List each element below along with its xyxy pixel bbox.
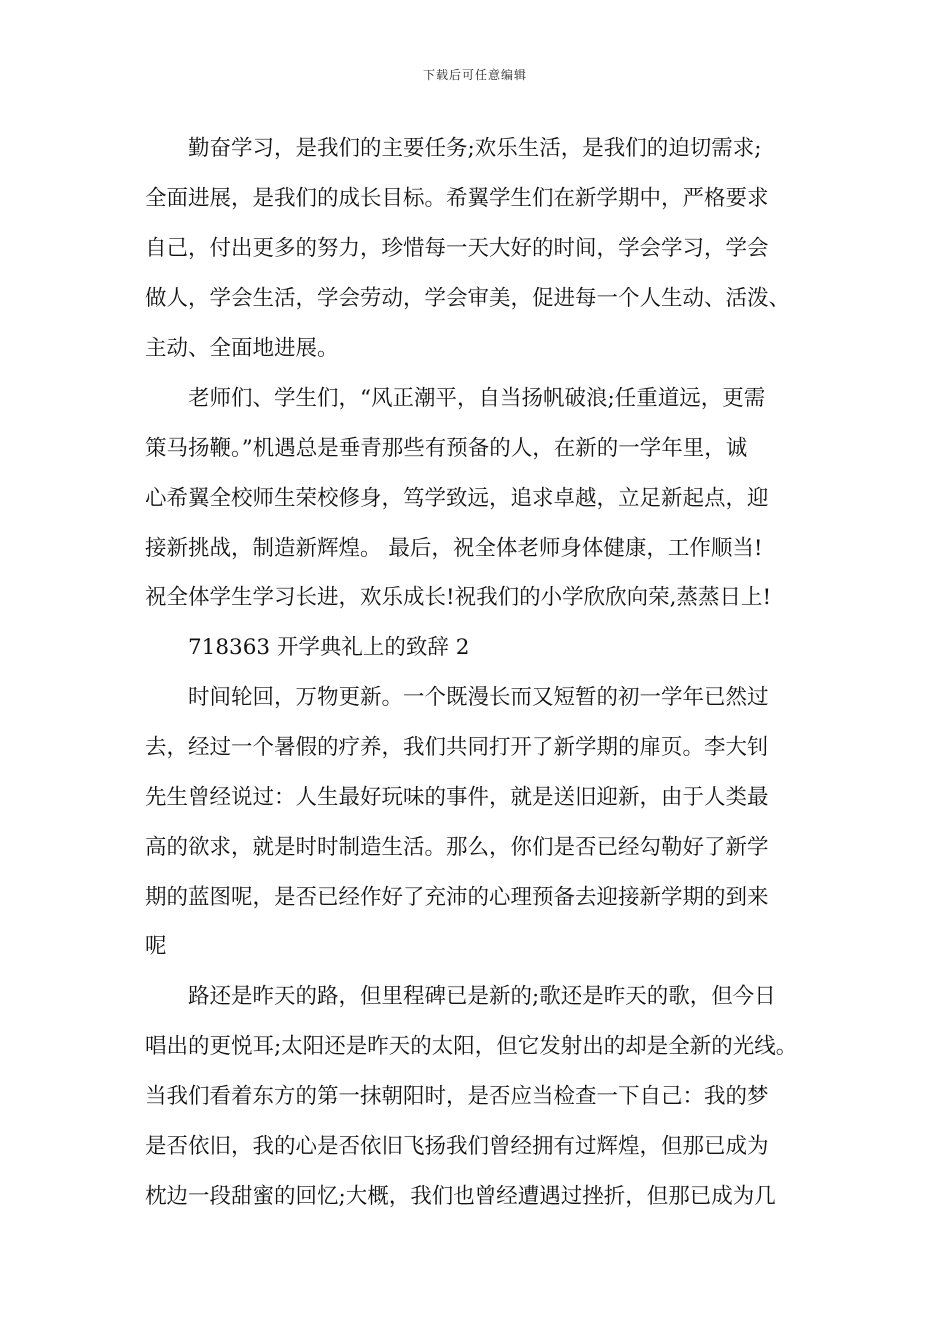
paragraph-line: 去，经过一个暑假的疗养，我们共同打开了新学期的扉页。李大钊 (145, 735, 769, 760)
paragraph-line: 做人，学会生活，学会劳动，学会审美，促进每一个人生动、活泼、 (145, 286, 791, 311)
paragraph-line: 自己，付出更多的努力，珍惜每一天大好的时间，学会学习，学会 (145, 236, 769, 261)
paragraph-line: 策马扬鞭。”机遇总是垂青那些有预备的人，在新的一学年里，诚 (145, 436, 748, 461)
paragraph-line: 是否依旧，我的心是否依旧飞扬我们曾经拥有过辉煌，但那已成为 (145, 1134, 769, 1159)
header-note: 下载后可任意编辑 (422, 68, 527, 82)
paragraph-line: 全面进展，是我们的成长目标。希翼学生们在新学期中，严格要求 (145, 186, 769, 211)
paragraph-line: 高的欲求，就是时时制造生活。那么，你们是否已经勾勒好了新学 (145, 835, 769, 860)
paragraph-line: 时间轮回，万物更新。一个既漫长而又短暂的初一学年已然过 (188, 685, 769, 710)
paragraph-line: 当我们看着东方的第一抹朝阳时，是否应当检查一下自己：我的梦 (145, 1084, 769, 1109)
paragraph-line: 勤奋学习，是我们的主要任务;欢乐生活，是我们的迫切需求; (188, 136, 762, 161)
paragraph-line: 唱出的更悦耳;太阳还是昨天的太阳，但它发射出的却是全新的光线。 (145, 1034, 798, 1059)
paragraph-line: 期的蓝图呢，是否已经作好了充沛的心理预备去迎接新学期的到来 (145, 885, 769, 910)
paragraph-line: 枕边一段甜蜜的回忆;大概，我们也曾经遭遇过挫折，但那已成为几 (145, 1184, 776, 1209)
paragraph-line: 祝全体学生学习长进，欢乐成长!祝我们的小学欣欣向荣,蒸蒸日上! (145, 585, 772, 610)
paragraph-line: 接新挑战，制造新辉煌。 最后，祝全体老师身体健康，工作顺当! (145, 536, 763, 561)
paragraph-line: 老师们、学生们，“风正潮平，自当扬帆破浪;任重道远，更需 (188, 386, 766, 411)
paragraph-line: 先生曾经说过：人生最好玩味的事件，就是送旧迎新，由于人类最 (145, 785, 769, 810)
paragraph-line: 心希翼全校师生荣校修身，笃学致远，追求卓越，立足新起点，迎 (145, 486, 769, 511)
paragraph-line: 路还是昨天的路，但里程碑已是新的;歌还是昨天的歌，但今日 (188, 984, 776, 1009)
paragraph-line: 呢 (145, 934, 167, 959)
section-heading: 718363 开学典礼上的致辞 2 (188, 635, 470, 660)
paragraph-line: 主动、全面地进展。 (145, 336, 339, 361)
